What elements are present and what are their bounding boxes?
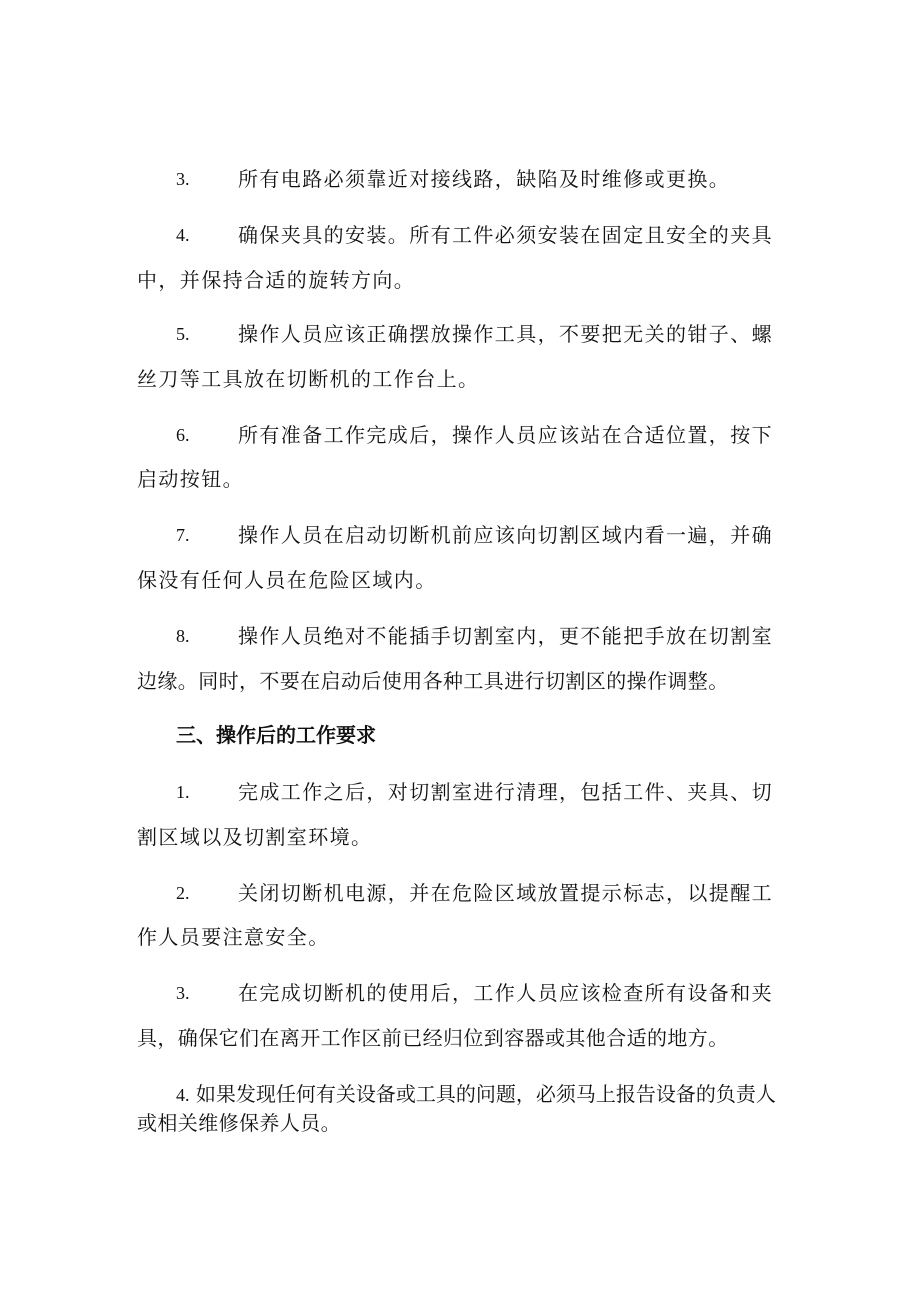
list-item bbox=[0, 976, 920, 1010]
item-text: 在完成切断机的使用后，工作人员应该检查所有设备和夹 bbox=[238, 981, 773, 1005]
item-text: 操作人员应该正确摆放操作工具，不要把无关的钳子、螺 bbox=[238, 322, 773, 346]
list-item-continuation bbox=[0, 920, 920, 954]
item-text-continuation: 边缘。同时，不要在启动后使用各种工具进行切割区的操作调整。 bbox=[137, 669, 729, 693]
list-item bbox=[0, 775, 920, 809]
list-item bbox=[0, 218, 920, 252]
item-number: 3. bbox=[176, 169, 190, 189]
list-item-continuation bbox=[0, 820, 920, 854]
section-three-title: 三、操作后的工作要求 bbox=[176, 723, 376, 747]
item-text: 关闭切断机电源，并在危险区域放置提示标志，以提醒工 bbox=[238, 881, 773, 905]
item-text-continuation: 中，并保持合适的旋转方向。 bbox=[137, 268, 416, 292]
item-number: 4. bbox=[176, 225, 190, 245]
item-text-continuation: 保没有任何人员在危险区域内。 bbox=[137, 568, 437, 592]
item-text-continuation: 作人员要注意安全。 bbox=[137, 925, 330, 949]
item-text-continuation: 割区域以及切割室环境。 bbox=[137, 825, 373, 849]
item-text: 操作人员绝对不能插手切割室内，更不能把手放在切割室 bbox=[238, 624, 773, 648]
item-number: 1. bbox=[176, 782, 190, 802]
list-item bbox=[0, 518, 920, 552]
list-item bbox=[0, 876, 920, 910]
list-item bbox=[0, 418, 920, 452]
item-number: 5. bbox=[176, 324, 190, 344]
item-text: 确保夹具的安装。所有工件必须安装在固定且安全的夹具 bbox=[238, 223, 773, 247]
section-heading bbox=[0, 718, 920, 752]
item-text-continuation: 丝刀等工具放在切断机的工作台上。 bbox=[137, 367, 480, 391]
item-text-continuation: 或相关维修保养人员。 bbox=[137, 1111, 341, 1135]
list-item-continuation bbox=[0, 664, 920, 698]
item-number: 3. bbox=[176, 983, 190, 1003]
list-item-continuation bbox=[0, 462, 920, 496]
item-text: 完成工作之后，对切割室进行清理，包括工件、夹具、切 bbox=[238, 780, 773, 804]
item-text-continuation: 启动按钮。 bbox=[137, 467, 244, 491]
item-number: 4. bbox=[176, 1085, 190, 1105]
item-number: 6. bbox=[176, 425, 190, 445]
item-text: 所有准备工作完成后，操作人员应该站在合适位置，按下 bbox=[238, 423, 773, 447]
list-item-continuation bbox=[0, 362, 920, 396]
list-item-continuation bbox=[0, 263, 920, 297]
item-number: 8. bbox=[176, 626, 190, 646]
item-text: 所有电路必须靠近对接线路，缺陷及时维修或更换。 bbox=[238, 167, 731, 191]
item-number: 2. bbox=[176, 883, 190, 903]
list-item bbox=[0, 619, 920, 653]
list-item bbox=[0, 317, 920, 351]
list-item bbox=[0, 162, 920, 196]
list-item-continuation bbox=[0, 1021, 920, 1055]
list-item-continuation bbox=[0, 563, 920, 597]
item-text: 操作人员在启动切断机前应该向切割区域内看一遍，并确 bbox=[238, 523, 773, 547]
item-text: 如果发现任何有关设备或工具的问题，必须马上报告设备的负责人 bbox=[195, 1082, 776, 1106]
item-text-continuation: 具，确保它们在离开工作区前已经归位到容器或其他合适的地方。 bbox=[137, 1026, 729, 1050]
list-item-continuation bbox=[0, 1106, 920, 1140]
item-number: 7. bbox=[176, 525, 190, 545]
